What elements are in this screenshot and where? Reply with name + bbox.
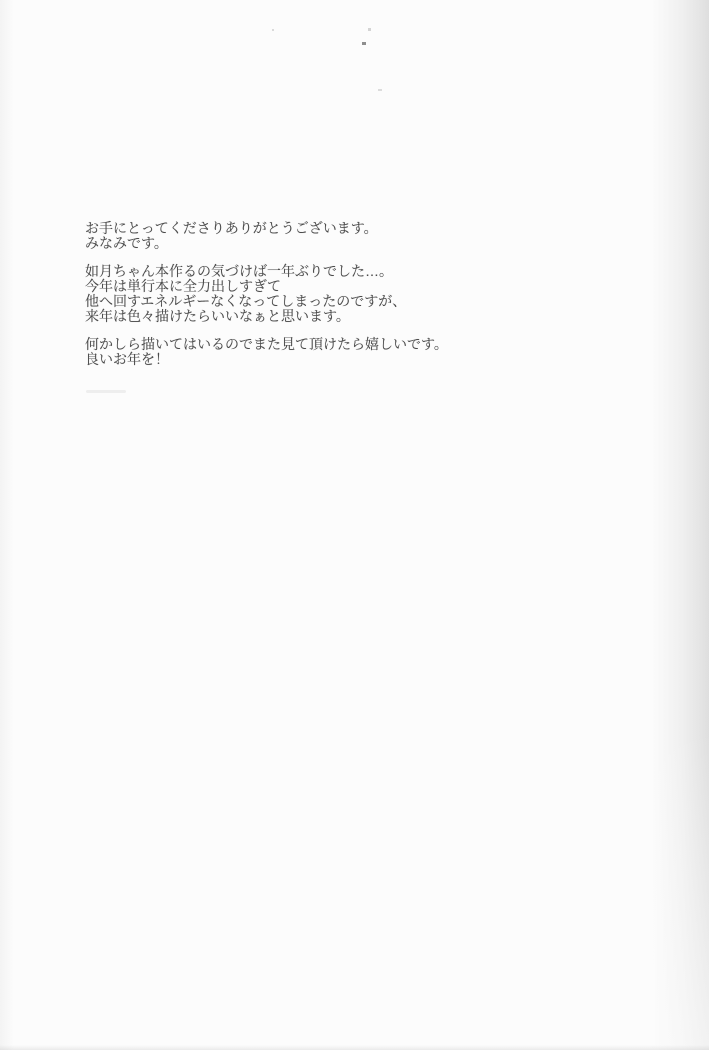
afterword-line: お手にとってくださりありがとうございます。: [85, 220, 378, 236]
afterword-paragraph-greeting: [85, 221, 448, 251]
afterword-line: 来年は色々描けたらいいなぁと思います。: [85, 308, 350, 324]
afterword-line: 何かしら描いてはいるのでまた見て頂けたら嬉しいです。: [85, 336, 448, 352]
afterword-line: みなみです。: [85, 235, 168, 251]
afterword-line: 他へ回すエネルギーなくなってしまったのですが、: [85, 293, 407, 309]
scan-speck: [378, 89, 382, 91]
afterword-paragraph-closing: [85, 337, 448, 367]
afterword-paragraph-body: [85, 264, 448, 324]
afterword-line: 良いお年を！: [85, 351, 169, 367]
right-edge-scan-shadow: [651, 0, 709, 1050]
scan-speck: [368, 28, 371, 31]
afterword-line: 今年は単行本に全力出しすぎて: [85, 278, 281, 294]
right-edge-scan-shadow-fade: [651, 730, 709, 1050]
afterword-line: 如月ちゃん本作るの気づけば一年ぶりでした…。: [85, 263, 393, 279]
afterword-text-block: [85, 221, 448, 380]
scan-speck: [272, 29, 274, 31]
scan-speck: [362, 42, 366, 45]
left-edge-scan-shadow: [0, 0, 14, 1050]
scan-smudge: [86, 390, 126, 393]
bottom-edge-scan-shadow: [0, 1045, 709, 1050]
